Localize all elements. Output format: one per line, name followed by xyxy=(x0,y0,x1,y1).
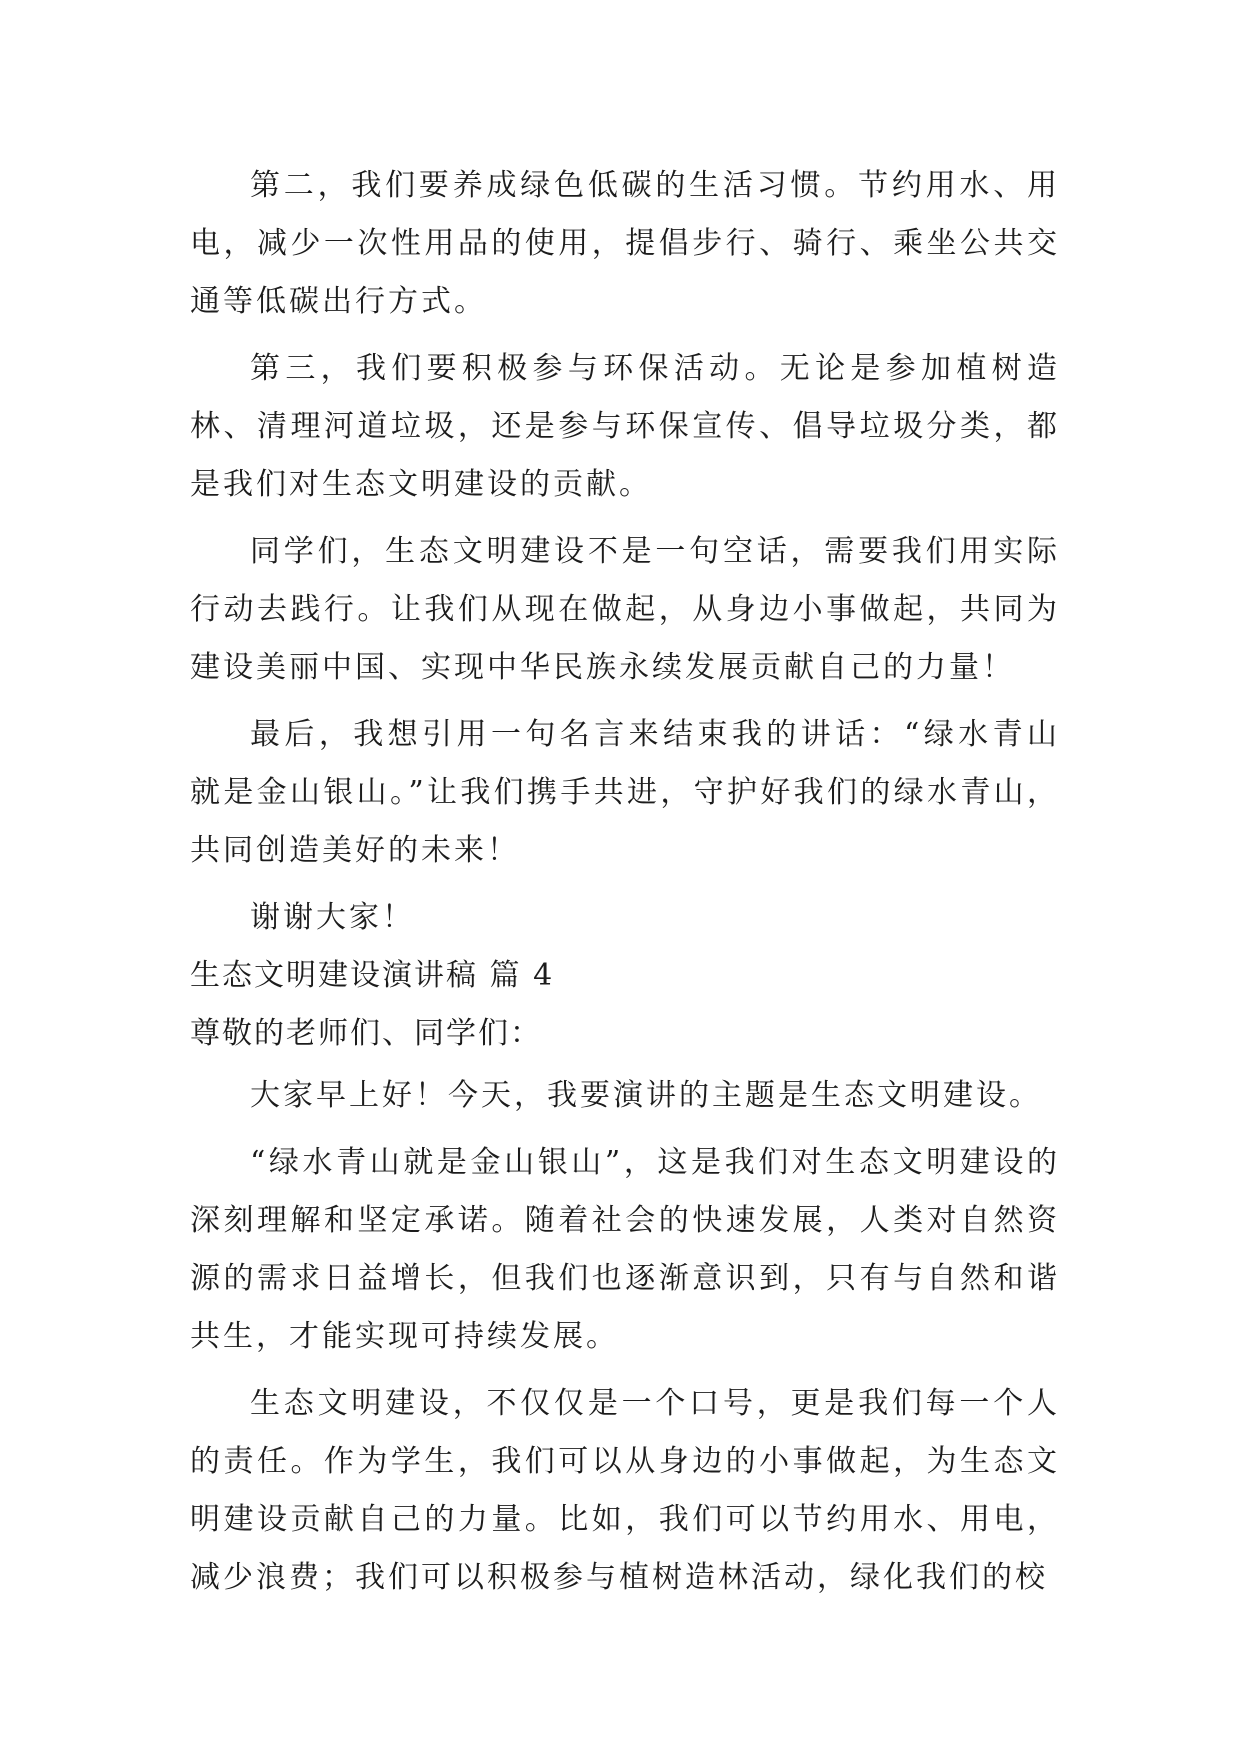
paragraph-call-to-action: 同学们，生态文明建设不是一句空话，需要我们用实际行动去践行。让我们从现在做起，从身边小事做起，共同为建设美丽中国、实现中华民族永续发展贡献自己的力量！ xyxy=(190,534,1060,685)
paragraph-thanks: 谢谢大家！ xyxy=(250,900,415,935)
paragraph-green-mountains: “绿水青山就是金山银山”，这是我们对生态文明建设的深刻理解和坚定承诺。随着社会的快速发展，人类对自然资源的需求日益增长，但我们也逐渐意识到，只有与自然和谐共生，才能实现可持续发展。 xyxy=(190,1145,1060,1354)
section-title: 生态文明建设演讲稿 篇 4 xyxy=(190,958,555,993)
paragraph-greeting: 大家早上好！今天，我要演讲的主题是生态文明建设。 xyxy=(250,1078,1042,1113)
document-body xyxy=(190,157,1060,1616)
paragraph-second-point: 第二，我们要养成绿色低碳的生活习惯。节约用水、用电，减少一次性用品的使用，提倡步行、骑行、乘坐公共交通等低碳出行方式。 xyxy=(190,168,1060,319)
paragraph-closing-quote: 最后，我想引用一句名言来结束我的讲话：“绿水青山就是金山银山。”让我们携手共进，守护好我们的绿水青山，共同创造美好的未来！ xyxy=(190,717,1060,868)
paragraph-third-point: 第三，我们要积极参与环保活动。无论是参加植树造林、清理河道垃圾，还是参与环保宣传、倡导垃圾分类，都是我们对生态文明建设的贡献。 xyxy=(190,351,1060,502)
paragraph-responsibility: 生态文明建设，不仅仅是一个口号，更是我们每一个人的责任。作为学生，我们可以从身边的小事做起，为生态文明建设贡献自己的力量。比如，我们可以节约用水、用电，减少浪费；我们可以积极参与植树造林活动，绿化我们的校 xyxy=(190,1386,1060,1595)
salutation: 尊敬的老师们、同学们： xyxy=(190,1016,542,1051)
